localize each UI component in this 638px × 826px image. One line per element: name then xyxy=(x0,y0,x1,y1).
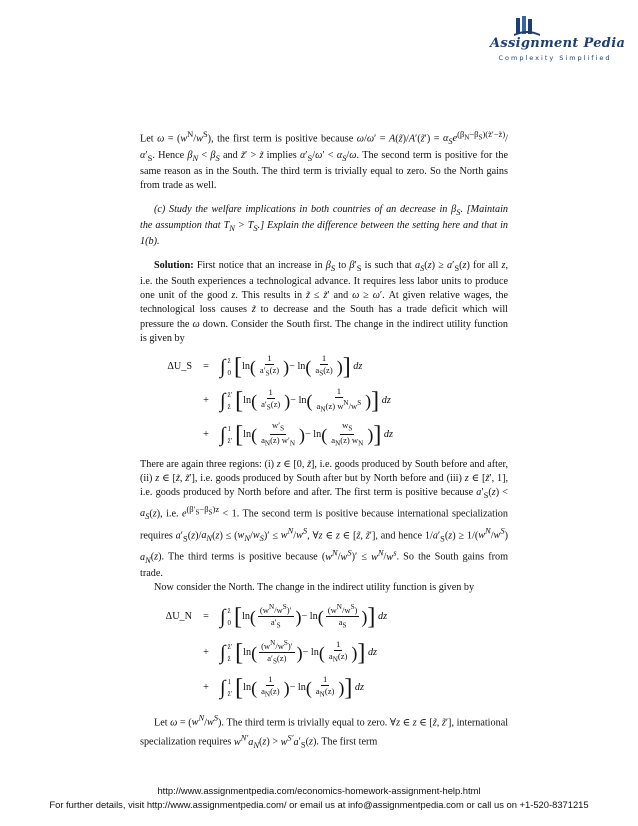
paragraph-north: Now consider the North. The change in the indirect utility function is given by xyxy=(154,581,475,593)
equation-delta-us: ΔU_S = ∫ z̃ 0 [ ln ( $\frac{1}{a'_S(z)}$ ) − ln ( $\frac{1}{a_S(z)}$ ) ] dz + ∫ z̃′ z̃ [ ln ( $\frac{1}{a'_S(z)}$ ) − ln ( $\frac{1}{a_N(z) w^N/w^S}$ ) ] dz + ∫ 1 z̃′ [ ln ( $\frac{w'_S}{a_N(z) w'_N}$ ) − ln ( $\frac{w_S}{a_N(z) w_N}$ ) ] dz xyxy=(167,353,393,448)
footer-contact: For further details, visit http://www.assignmentpedia.com/ or email us at info@assignmentpedia.com or call us on +1-520-8371215 xyxy=(49,799,589,810)
paragraph-solution: Solution: First notice that an increase in $\beta_S$ to $\beta'_S$ is such that $a_S(z) \ge a'_S(z)$ for all z, i.e. the South experiences a technological advance. It requires less labor units to produce one unit of the good z. This results in z̃ ≤ z̃′ and ω ≥ ω′. At given relative wages, the technological loss causes z̃ to decrease and the South has a trade deficit which will pressure the ω down. Consider the South first. The change in the indirect utility function is given by xyxy=(140,260,509,344)
footer-url[interactable]: http://www.assignmentpedia.com/economics-homework-assignment-help.html xyxy=(157,785,481,796)
book-icon xyxy=(512,16,542,38)
document-body xyxy=(140,127,508,752)
equation-delta-un: ΔU_N = ∫ z̃ 0 [ ln ( $\frac{(w^N/w^S)'}{a'_S}$ ) − ln ( $\frac{(w^N/w^S)}{a_S}$ ) ] dz + ∫ z̃′ z̃ [ ln ( $\frac{(w^N/w^S)'}{a'_S(z)}$ ) − ln ( $\frac{1}{a_N(z)}$ ) ] dz + ∫ 1 z̃′ [ ln ( $\frac{1}{a_N(z)}$ ) − ln ( $\frac{1}{a_N(z)}$ ) ] dz xyxy=(165,603,388,701)
paragraph-north-gains: Let $\omega = (w^N/w^S)$, the first term is positive because ω/ω′ = A(z̃)/A′(z̃′) = $\alpha_Se^{(\beta_N-\beta_S)(z̃'-z̃)}/\alpha'_S$. Hence $\beta_N < \beta_S$ and z̃′ > z̃ implies $\alpha'_S/\omega' < \alpha_S/\omega$. The second term is positive for the same reason as in the South. The third term is trivially equal to zero. So the North gains from trade as well. xyxy=(140,129,508,191)
paragraph-let-omega: Let $\omega = (w^N/w^S)$. The third term is trivially equal to zero. ∀z ∈ z ∈ [z̃, z̃′], international specialization requires $w^{N'}a_N(z) > w^{S'}a'_S(z)$. The first term xyxy=(140,712,509,750)
brand-logo xyxy=(472,10,626,66)
brand-title: Assignment Pedia xyxy=(490,36,626,51)
question-c: (c) Study the welfare implications in both countries of an decrease in $\beta_S$. [Maintain the assumption that $T_N > T_S$.] Explain the difference between the setting here and that in 1(b). xyxy=(140,203,509,248)
solution-label: Solution: xyxy=(154,260,194,272)
brand-tagline: Complexity Simplified xyxy=(498,54,612,62)
paragraph-regions: There are again three regions: (i) z ∈ [0, z̃], i.e. goods produced by South before and after, (ii) z ∈ [z̃, z̃′], i.e. goods produced by South after but by North before and (iii) z ∈ [z̃′, 1], i.e. goods produced by North before and after. The first term is positive because $a'_S(z) < a_S(z)$, i.e. $e^{(\beta'_S-\beta_S)z} < 1$. The second term is positive because international specialization requires $a'_S(z)/a_N(z) \le (w_N/w_S)' \le w^N/w^S$, ∀z ∈ z ∈ [z̃, z̃′], and hence $1/a'_S(z) \ge 1/(w^N/w^S)$ $a_N(z)$. The third terms is positive because $(w^N/w^S)' \le w^N/w^s$. So the South gains from trade. xyxy=(140,458,509,579)
